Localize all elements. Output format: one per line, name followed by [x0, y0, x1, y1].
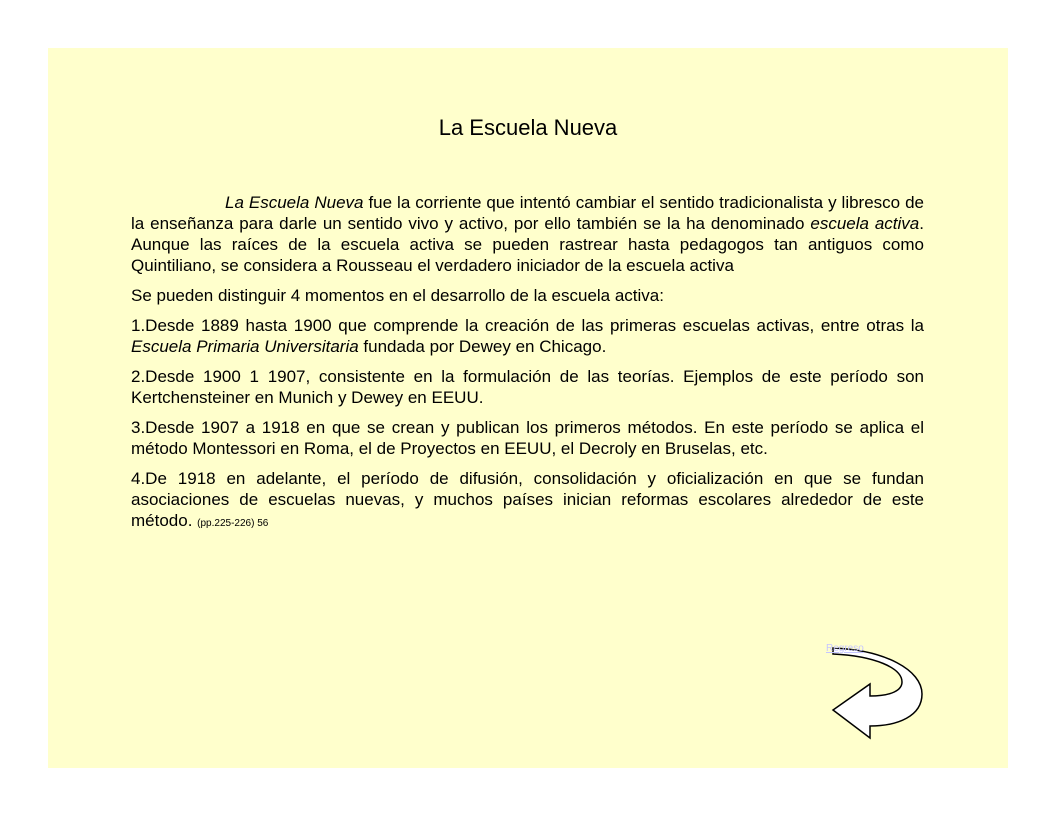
intro-text-2: . Aunque las raíces de la escuela activa se pueden rastrear hasta pedagogos tan antiguos como Quintiliano, se considera a Rousseau el verdadero iniciador de la escuela activa	[131, 214, 924, 275]
intro-emphasis: La Escuela Nueva	[225, 193, 364, 212]
back-link[interactable]: Regreso	[826, 643, 864, 654]
moment-1-text: 1.Desde 1889 hasta 1900 que comprende la creación de las primeras escuelas activas, entre otras la	[131, 316, 924, 335]
moment-1-text-end: fundada por Dewey en Chicago.	[358, 337, 607, 356]
moment-4-text: 4.De 1918 en adelante, el período de difusión, consolidación y oficialización en que se fundan asociaciones de escuelas nuevas, y muchos países inician reformas escolares alrededor de este método.	[131, 469, 924, 530]
moment-1-emphasis: Escuela Primaria Universitaria	[131, 337, 359, 356]
slide	[48, 48, 1008, 768]
citation: (pp.225-226) 56	[197, 518, 269, 529]
moment-4	[131, 468, 924, 534]
moment-1	[131, 315, 924, 357]
moment-3: 3.Desde 1907 a 1918 en que se crean y publican los primeros métodos. En este período se aplica el método Montessori en Roma, el de Proyectos en EEUU, el Decroly en Bruselas, etc.	[131, 418, 924, 458]
content-body	[131, 192, 924, 543]
page-title: La Escuela Nueva	[438, 115, 618, 140]
moment-2: 2.Desde 1900 1 1907, consistente en la formulación de las teorías. Ejemplos de este período son Kertchensteiner en Munich y Dewey en EEUU.	[131, 367, 924, 407]
curved-back-arrow-icon[interactable]	[830, 644, 926, 742]
intro-text-1: fue la corriente que intentó cambiar el sentido tradicionalista y libresco de la enseñanza para darle un sentido vivo y activo, por ello también se la ha denominado	[131, 193, 925, 233]
moments-intro: Se pueden distinguir 4 momentos en el desarrollo de la escuela activa:	[131, 286, 664, 305]
active-school-emphasis: escuela activa	[810, 214, 920, 233]
intro-paragraph	[131, 192, 924, 276]
